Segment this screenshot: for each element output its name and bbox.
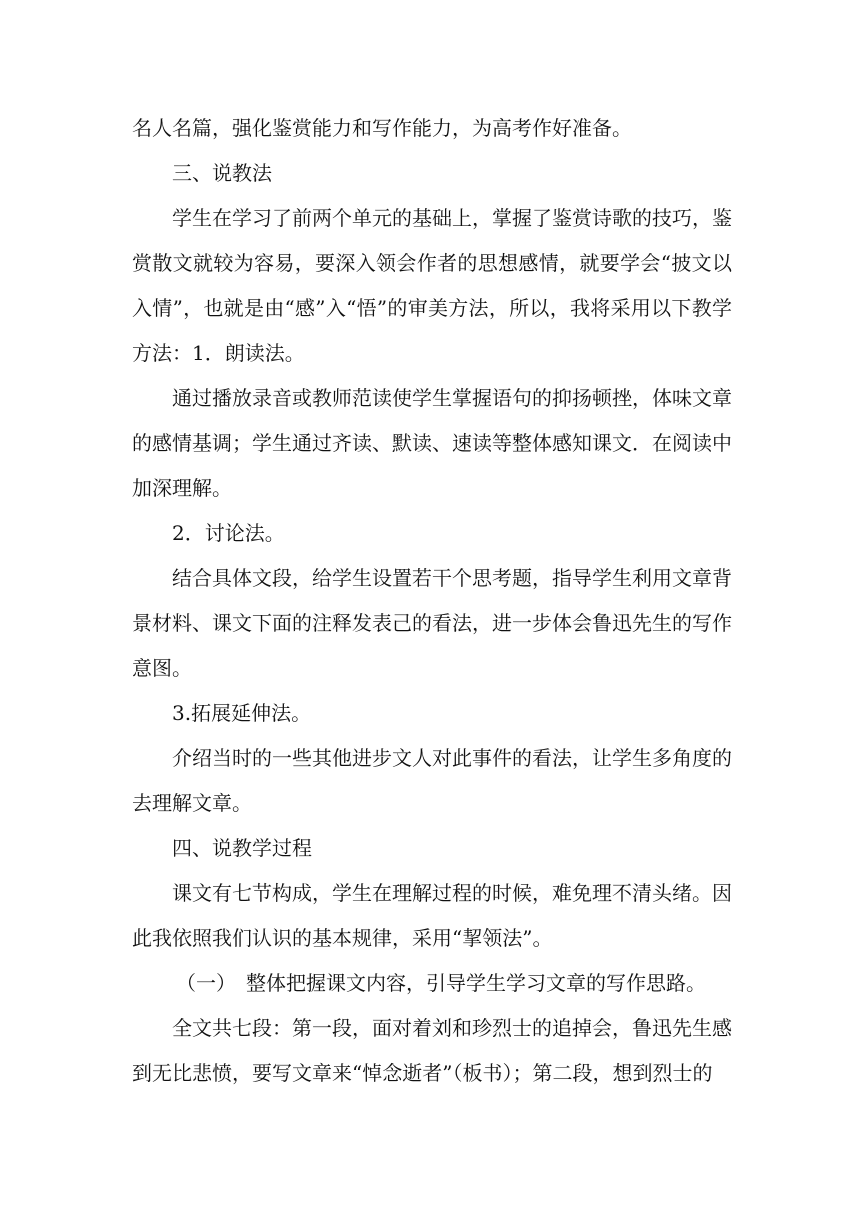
item-discussion-method: 2．讨论法。: [172, 521, 285, 545]
paragraph-teaching-process: 课文有七节构成，学生在理解过程的时候，难免理不清头绪。因此我依照我们认识的基本规律，采用“挈领法”。: [132, 881, 732, 950]
paragraph-extension-method: 介绍当时的一些其他进步文人对此事件的看法，让学生多角度的去理解文章。: [132, 746, 732, 815]
item-extension-method: 3.拓展延伸法。: [172, 701, 312, 725]
section-heading-teaching-method: 三、说教法: [172, 161, 272, 185]
section-heading-teaching-process: 四、说教学过程: [172, 836, 312, 860]
paragraph-teaching-method-intro: 学生在学习了前两个单元的基础上，掌握了鉴赏诗歌的技巧，鉴赏散文就较为容易，要深入领会作者的思想感情，就要学会“披文以入情”，也就是由“感”入“悟”的审美方法，所以，我将采用以下教学方法：1．朗读法。: [132, 206, 732, 365]
document-body: [132, 106, 732, 1096]
subheading-overall-grasp: （一） 整体把握课文内容，引导学生学习文章的写作思路。: [176, 971, 706, 995]
paragraph-seven-sections: 全文共七段：第一段，面对着刘和珍烈士的追掉会，鲁迅先生感到无比悲愤，要写文章来“悼念逝者”（板书）；第二段，想到烈士的: [132, 1016, 732, 1085]
paragraph-continuation: 名人名篇，强化鉴赏能力和写作能力，为高考作好准备。: [132, 116, 632, 140]
paragraph-reading-method: 通过播放录音或教师范读使学生掌握语句的抑扬顿挫，体味文章的感情基调；学生通过齐读、默读、速读等整体感知课文．在阅读中加深理解。: [132, 386, 732, 500]
paragraph-discussion-method: 结合具体文段，给学生设置若干个思考题，指导学生利用文章背景材料、课文下面的注释发表己的看法，进一步体会鲁迅先生的写作意图。: [132, 566, 732, 680]
